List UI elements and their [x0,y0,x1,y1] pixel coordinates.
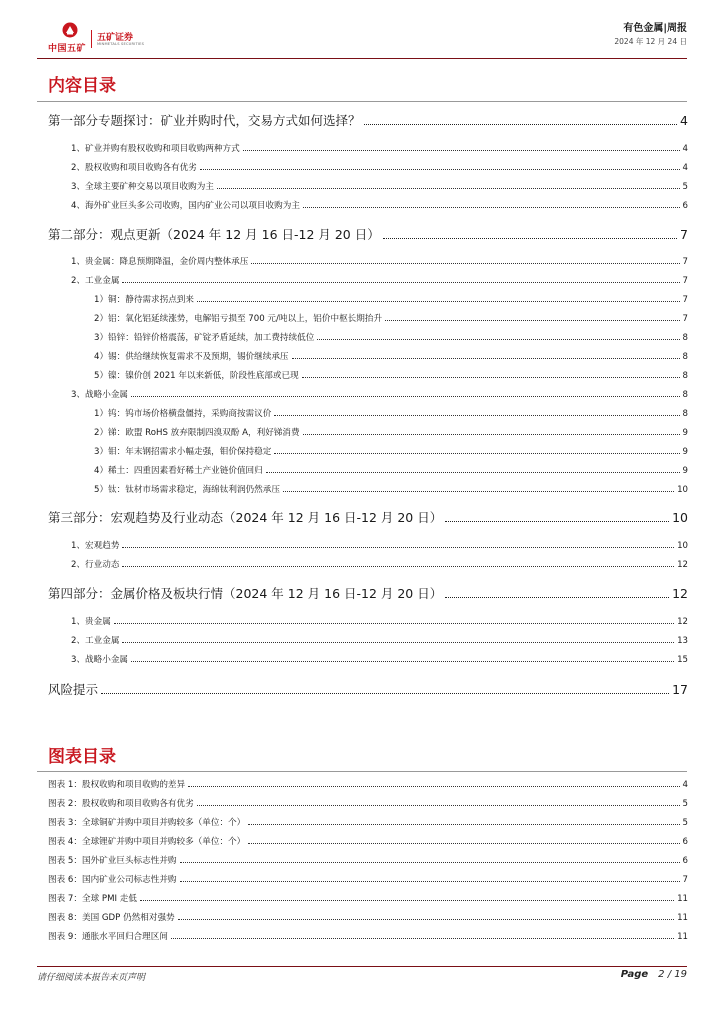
leader-dots [131,661,674,662]
company-logo-icon [62,22,78,38]
toc-page-number: 10 [677,541,688,551]
toc-subitem[interactable] [94,293,688,305]
toc-subitem-title: 1）钨：钨市场价格横盘僵持，采购商按需议价 [94,409,272,419]
toc-item-title: 1、矿业并购有股权收购和项目收购两种方式 [71,144,240,154]
toc-page-number: 4 [682,144,688,154]
toc-title: 内容目录 [48,76,116,96]
leader-dots [171,938,674,939]
toc-page-number: 17 [672,682,688,697]
figure-item-title: 图表 5：国外矿业巨头标志性并购 [48,856,177,866]
toc-item[interactable] [71,653,688,665]
figure-item-title: 图表 4：全球锂矿并购中项目并购较多（单位：个） [48,837,246,847]
page-number: 2 / 19 [658,969,687,980]
toc-subitem[interactable] [94,312,688,324]
toc-subitem[interactable] [94,445,688,457]
page-label: Page [620,969,649,980]
leader-dots [317,339,679,340]
leader-dots [197,301,680,302]
toc-item[interactable] [71,274,688,286]
toc-page-number: 8 [682,409,688,419]
toc-subitem-title: 5）钛：钛材市场需求稳定，海绵钛利润仍然承压 [94,485,280,495]
leader-dots [445,521,669,522]
figure-page-number: 6 [682,837,688,847]
figure-item[interactable] [48,816,688,828]
toc-item[interactable] [71,180,688,192]
toc-page-number: 4 [682,163,688,173]
leader-dots [385,320,679,321]
leader-dots [251,263,679,264]
toc-item-title: 1、宏观趋势 [71,541,120,551]
leader-dots [303,434,680,435]
toc-item-title: 3、全球主要矿种交易以项目收购为主 [71,182,214,192]
leader-dots [303,207,680,208]
toc-item[interactable] [71,388,688,400]
toc-page-number: 7 [682,257,688,267]
toc-page-number: 6 [682,201,688,211]
figure-item[interactable] [48,930,688,942]
leader-dots [122,642,674,643]
toc-item-title: 1、贵金属：降息预期降温，金价周内整体承压 [71,257,249,267]
toc-item[interactable] [71,634,688,646]
leader-dots [243,150,680,151]
toc-item[interactable] [71,615,688,627]
leader-dots [122,566,674,567]
figure-item-title: 图表 2：股权收购和项目收购各有优劣 [48,799,194,809]
toc-page-number: 5 [682,182,688,192]
figure-item-title: 图表 8：美国 GDP 仍然相对强势 [48,913,175,923]
toc-part[interactable] [48,508,688,526]
company-name-left: 中国五矿 [48,44,87,54]
figure-item[interactable] [48,778,688,790]
figure-item[interactable] [48,854,688,866]
toc-page-number: 7 [682,276,688,286]
toc-subitem[interactable] [94,369,688,381]
toc-page-number: 9 [682,428,688,438]
leader-dots [180,862,680,863]
figure-page-number: 5 [682,799,688,809]
toc-item-title: 2、工业金属 [71,276,120,286]
leader-dots [217,188,680,189]
leader-dots [292,358,680,359]
report-type: 有色金属|周报 [623,23,687,34]
footer-divider [37,966,687,967]
page-header [0,0,724,60]
toc-item-title: 2、行业动态 [71,560,120,570]
figure-page-number: 5 [682,818,688,828]
leader-dots [200,169,680,170]
toc-part[interactable] [48,111,688,129]
leader-dots [248,843,679,844]
toc-part-title: 第四部分：金属价格及板块行情（2024 年 12 月 16 日-12 月 20 日） [48,586,443,601]
figure-item[interactable] [48,892,688,904]
toc-item-title: 1、贵金属 [71,617,111,627]
toc-part[interactable] [48,680,688,698]
figure-page-number: 6 [682,856,688,866]
toc-item-title: 2、工业金属 [71,636,120,646]
toc-item[interactable] [71,142,688,154]
toc-item-title: 3、战略小金属 [71,655,129,665]
toc-item[interactable] [71,539,688,551]
figure-item[interactable] [48,873,688,885]
figure-page-number: 11 [677,913,688,923]
toc-item[interactable] [71,255,688,267]
figure-item[interactable] [48,797,688,809]
leader-dots [131,396,680,397]
toc-page-number: 8 [682,352,688,362]
figure-page-number: 4 [682,780,688,790]
toc-subitem[interactable] [94,483,688,495]
leader-dots [114,623,674,624]
toc-subitem[interactable] [94,331,688,343]
toc-part-title: 第一部分专题探讨：矿业并购时代，交易方式如何选择？ [48,113,361,128]
figures-title-divider [37,771,687,772]
figure-page-number: 11 [677,932,688,942]
toc-item[interactable] [71,161,688,173]
header-divider [37,58,687,59]
toc-page-number: 8 [682,333,688,343]
leader-dots [383,238,677,239]
leader-dots [445,597,669,598]
toc-subitem-title: 1）铜：静待需求拐点到来 [94,295,194,305]
figure-item-title: 图表 9：通胀水平回归合理区间 [48,932,168,942]
toc-part[interactable] [48,225,688,243]
leader-dots [266,472,680,473]
figure-item-title: 图表 1：股权收购和项目收购的差异 [48,780,186,790]
toc-page-number: 10 [677,485,688,495]
toc-item[interactable] [71,558,688,570]
toc-page-number: 9 [682,466,688,476]
toc-item-title: 2、股权收购和项目收购各有优劣 [71,163,197,173]
toc-part-title: 风险提示 [48,682,99,697]
toc-page-number: 8 [682,371,688,381]
figure-item[interactable] [48,911,688,923]
toc-page-number: 10 [672,510,688,525]
figure-item[interactable] [48,835,688,847]
toc-part[interactable] [48,584,688,602]
toc-page-number: 7 [680,227,688,242]
leader-dots [248,824,679,825]
figure-page-number: 11 [677,894,688,904]
toc-subitem-title: 5）镍：镍价创 2021 年以来新低，阶段性底部或已现 [94,371,299,381]
leader-dots [302,377,680,378]
page-indicator [621,969,687,980]
toc-subitem-title: 4）稀土：四重因素看好稀土产业链价值回归 [94,466,263,476]
toc-subitem[interactable] [94,426,688,438]
toc-page-number: 12 [677,560,688,570]
leader-dots [197,805,680,806]
leader-dots [188,786,679,787]
footer-disclaimer: 请仔细阅读本报告末页声明 [37,973,146,983]
leader-dots [283,491,674,492]
toc-item-title: 4、海外矿业巨头多公司收购，国内矿业公司以项目收购为主 [71,201,300,211]
leader-dots [140,900,674,901]
toc-part-title: 第三部分：宏观趋势及行业动态（2024 年 12 月 16 日-12 月 20 日） [48,510,443,525]
toc-page-number: 9 [682,447,688,457]
leader-dots [274,453,679,454]
company-name-right: 五矿证券 [97,33,134,43]
toc-page-number: 7 [682,295,688,305]
toc-page-number: 7 [682,314,688,324]
toc-item-title: 3、战略小金属 [71,390,129,400]
toc-subitem[interactable] [94,464,688,476]
toc-title-divider [37,101,687,102]
figure-item-title: 图表 3：全球铜矿并购中项目并购较多（单位：个） [48,818,246,828]
leader-dots [122,282,679,283]
leader-dots [364,124,678,125]
toc-page-number: 13 [677,636,688,646]
toc-subitem-title: 3）钼：年末钢招需求小幅走强，钼价保持稳定 [94,447,272,457]
toc-subitem-title: 2）锑：欧盟 RoHS 放弃限制四溴双酚 A，利好锑消费 [94,428,300,438]
toc-subitem[interactable] [94,350,688,362]
toc-item[interactable] [71,199,688,211]
leader-dots [178,919,674,920]
toc-page-number: 4 [680,113,688,128]
toc-part-title: 第二部分：观点更新（2024 年 12 月 16 日-12 月 20 日） [48,227,380,242]
toc-subitem-title: 2）铝：氧化铝延续涨势，电解铝亏损至 700 元/吨以上，铝价中枢长期抬升 [94,314,383,324]
toc-subitem-title: 3）铅锌：铅锌价格震荡，矿锭矛盾延续，加工费持续低位 [94,333,315,343]
figure-item-title: 图表 7：全球 PMI 走低 [48,894,137,904]
leader-dots [122,547,674,548]
leader-dots [180,881,680,882]
toc-page-number: 12 [677,617,688,627]
toc-subitem-title: 4）锡：供给继续恢复需求不及预期，锡价继续承压 [94,352,289,362]
figure-page-number: 7 [682,875,688,885]
toc-page-number: 12 [672,586,688,601]
toc-page-number: 15 [677,655,688,665]
report-date: 2024 年 12 月 24 日 [614,37,687,46]
toc-subitem[interactable] [94,407,688,419]
leader-dots [101,693,669,694]
figures-title: 图表目录 [48,747,116,767]
leader-dots [274,415,679,416]
logo-divider [91,30,92,48]
company-name-english: MINMETALS SECURITIES [97,42,145,46]
toc-page-number: 8 [682,390,688,400]
figure-item-title: 图表 6：国内矿业公司标志性并购 [48,875,177,885]
